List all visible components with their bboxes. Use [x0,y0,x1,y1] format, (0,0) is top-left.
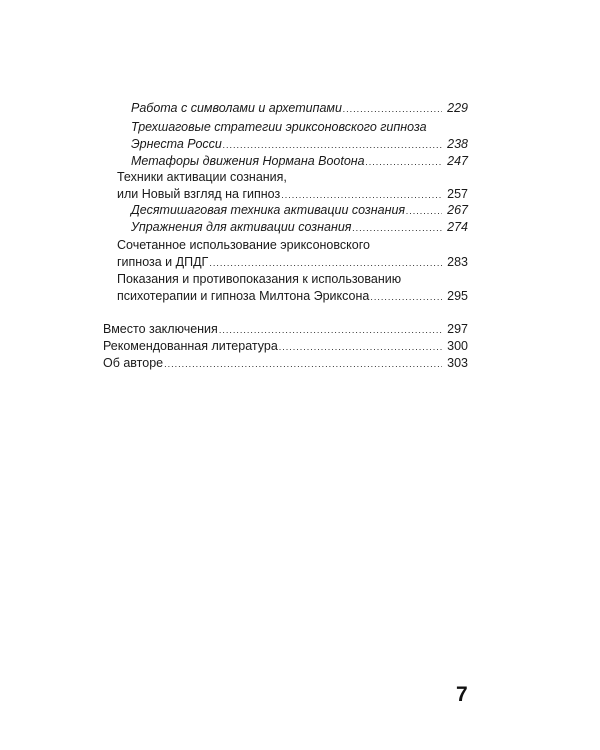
toc-entry-page: 267 [447,203,468,217]
toc-entry-title-cont: или Новый взгляд на гипноз [117,187,281,201]
toc-entry-title: Показания и противопоказания к использованию [117,272,402,286]
toc-entry-exercises [131,218,468,236]
toc-entry-page: 295 [447,289,468,303]
toc-entry-page: 229 [447,101,468,115]
toc-entry-title: Рекомендованная литература [103,339,278,353]
toc-entry-indications-line1 [117,270,401,288]
toc-entry-rossi-line1 [131,118,427,136]
toc-leader-dots [366,153,442,171]
toc-entry-title: Трехшаговые стратегии эриксоновского гипноза [131,120,427,134]
toc-entry-indications [117,287,468,305]
toc-entry-page: 297 [447,322,468,336]
toc-entry-page: 238 [447,137,468,151]
page-number: 7 [456,683,468,706]
toc-entry-conclusion [103,320,468,338]
toc-leader-dots [352,219,442,237]
toc-entry-page: 303 [447,356,468,370]
toc-leader-dots [343,100,442,118]
toc-leader-dots [370,288,442,306]
toc-entry-activation-line1 [117,168,287,186]
toc-entry-page: 283 [447,255,468,269]
toc-entry-literature [103,337,468,355]
toc-entry-emdr-line1 [117,236,370,254]
toc-entry-emdr [117,253,468,271]
toc-entry-symbols-archetypes [131,99,468,117]
toc-entry-page: 247 [447,154,468,168]
toc-entry-page: 257 [447,187,468,201]
toc-entry-title: Метафоры движения Нормана Вootoна [131,154,365,168]
toc-entry-title: Упражнения для активации сознания [131,220,352,234]
toc-entry-title-cont: психотерапии и гипноза Милтона Эриксона [117,289,370,303]
toc-entry-title: Десятишаговая техника активации сознания [131,203,406,217]
toc-entry-ten-step [131,201,468,219]
toc-entry-title: Техники активации сознания, [117,170,287,184]
toc-entry-title: Работа с символами и архетипами [131,101,342,115]
toc-entry-title: Сочетанное использование эриксоновского [117,238,370,252]
toc-entry-title-cont: гипноза и ДПДГ [117,255,209,269]
toc-entry-page: 300 [447,339,468,353]
toc-entry-author [103,354,468,372]
toc-leader-dots [164,355,442,373]
toc-entry-page: 274 [447,220,468,234]
toc-entry-title: Вместо заключения [103,322,218,336]
toc-entry-rossi [131,135,468,153]
toc-entry-title-cont: Эрнеста Росси [131,137,222,151]
toc-entry-title: Об авторе [103,356,164,370]
